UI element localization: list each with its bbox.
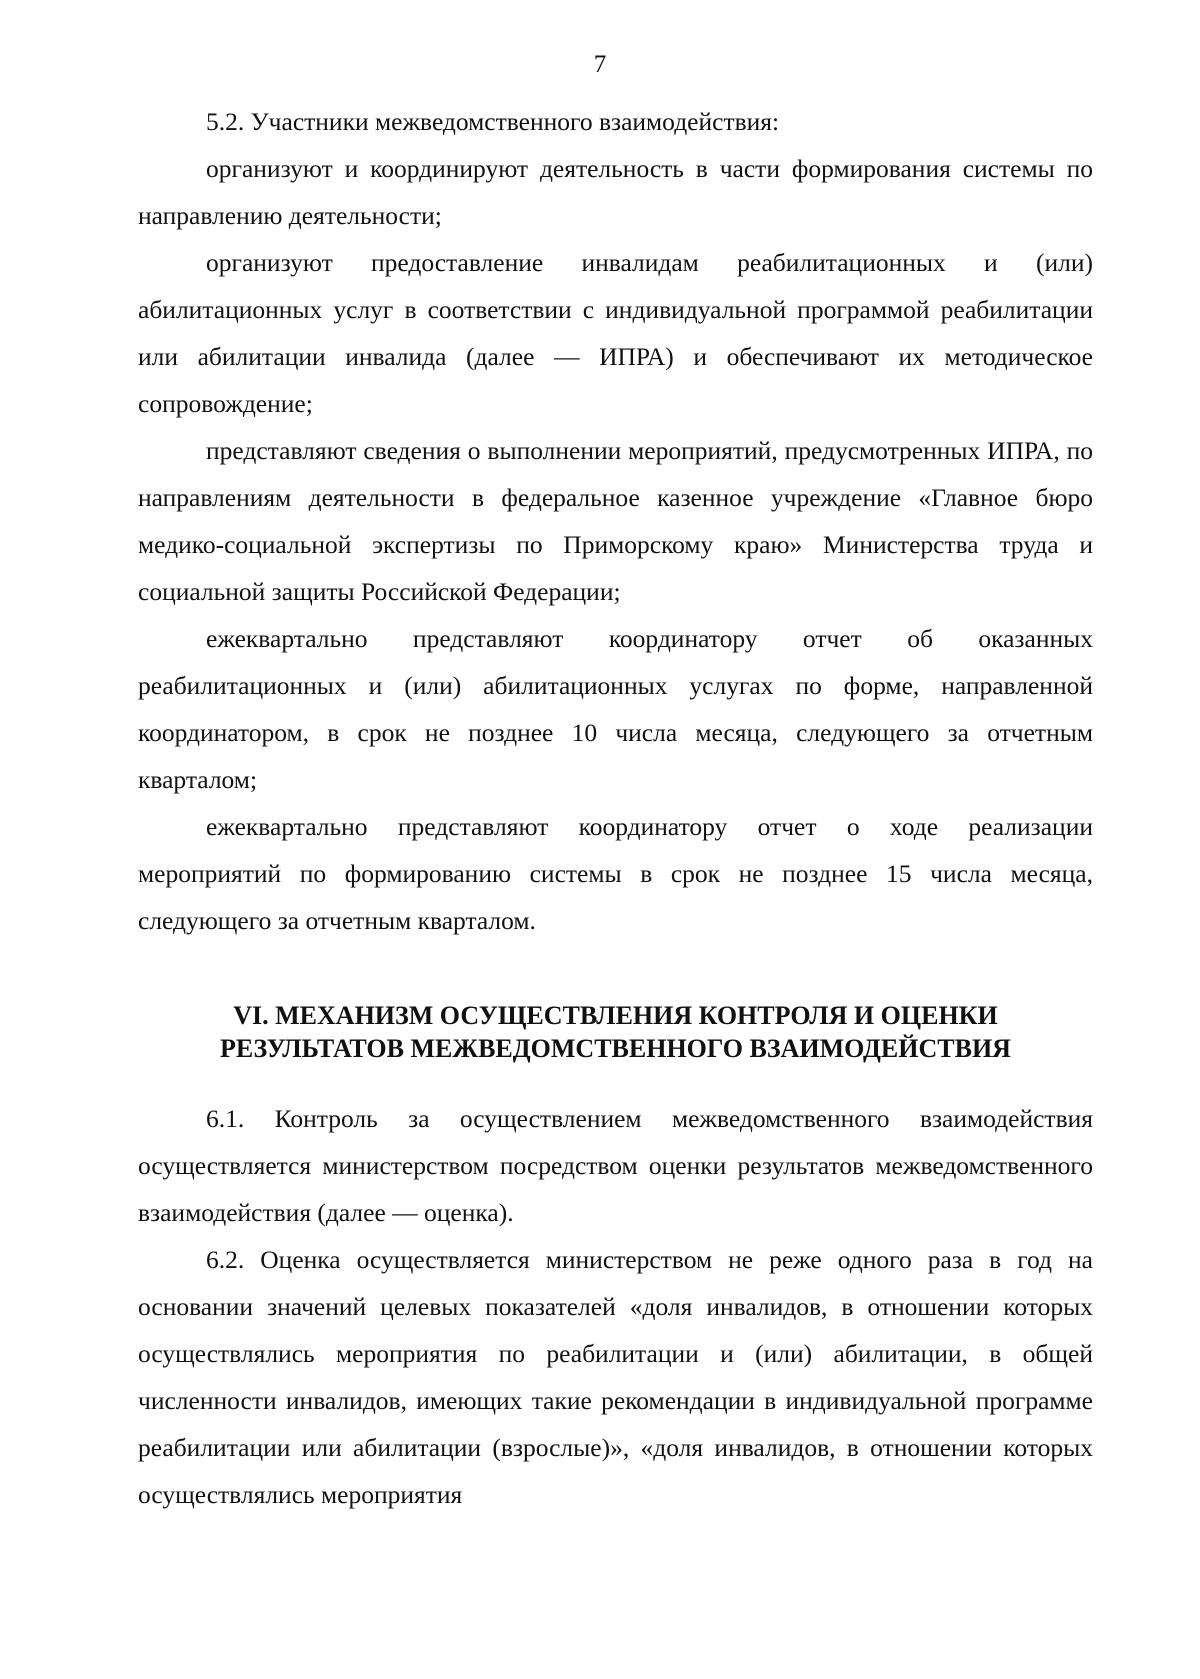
paragraph-organize-coordinate: организуют и координируют деятельность в части формирования системы по направлению деятельности; xyxy=(138,154,1093,230)
page-number: 7 xyxy=(593,51,607,78)
document-body xyxy=(138,98,1093,1518)
paragraph-quarterly-report-services: ежеквартально представляют координатору отчет об оказанных реабилитационных и (или) абилитационных услугах по форме, направленной координатором, в срок не позднее 10 числа месяца, следующего за отчетным кварталом; xyxy=(138,624,1093,794)
paragraph-submit-info: представляют сведения о выполнении мероприятий, предусмотренных ИПРА, по направлениям деятельности в федеральное казенное учреждение «Главное бюро медико-социальной экспертизы по Приморскому краю» Министерства труда и социальной защиты Российской Федерации; xyxy=(138,436,1093,606)
section-heading-line-2: РЕЗУЛЬТАТОВ МЕЖВЕДОМСТВЕННОГО ВЗАИМОДЕЙСТВИЯ xyxy=(220,1034,1011,1063)
section-heading-line-1: VI. МЕХАНИЗМ ОСУЩЕСТВЛЕНИЯ КОНТРОЛЯ И ОЦЕНКИ xyxy=(233,1001,998,1030)
paragraph-organize-services: организуют предоставление инвалидам реабилитационных и (или) абилитационных услуг в соответствии с индивидуальной программой реабилитации или абилитации инвалида (далее — ИПРА) и обеспечивают их методическое сопровождение; xyxy=(138,248,1093,418)
section-heading xyxy=(138,999,1093,1065)
paragraph-6-2: 6.2. Оценка осуществляется министерством не реже одного раза в год на основании значений целевых показателей «доля инвалидов, в отношении которых осуществлялись мероприятия по реабилитации и (или) абилитации, в общей численности инвалидов, имеющих такие рекомендации в индивидуальной программе реабилитации или абилитации (взрослые)», «доля инвалидов, в отношении которых осуществлялись мероприятия xyxy=(138,1245,1093,1509)
paragraph-5-2-intro: 5.2. Участники межведомственного взаимодействия: xyxy=(206,107,780,136)
paragraph-6-1: 6.1. Контроль за осуществлением межведомственного взаимодействия осуществляется министерством посредством оценки результатов межведомственного взаимодействия (далее — оценка). xyxy=(138,1104,1093,1227)
paragraph-quarterly-report-progress: ежеквартально представляют координатору отчет о ходе реализации мероприятий по формированию системы в срок не позднее 15 числа месяца, следующего за отчетным кварталом. xyxy=(138,812,1093,935)
